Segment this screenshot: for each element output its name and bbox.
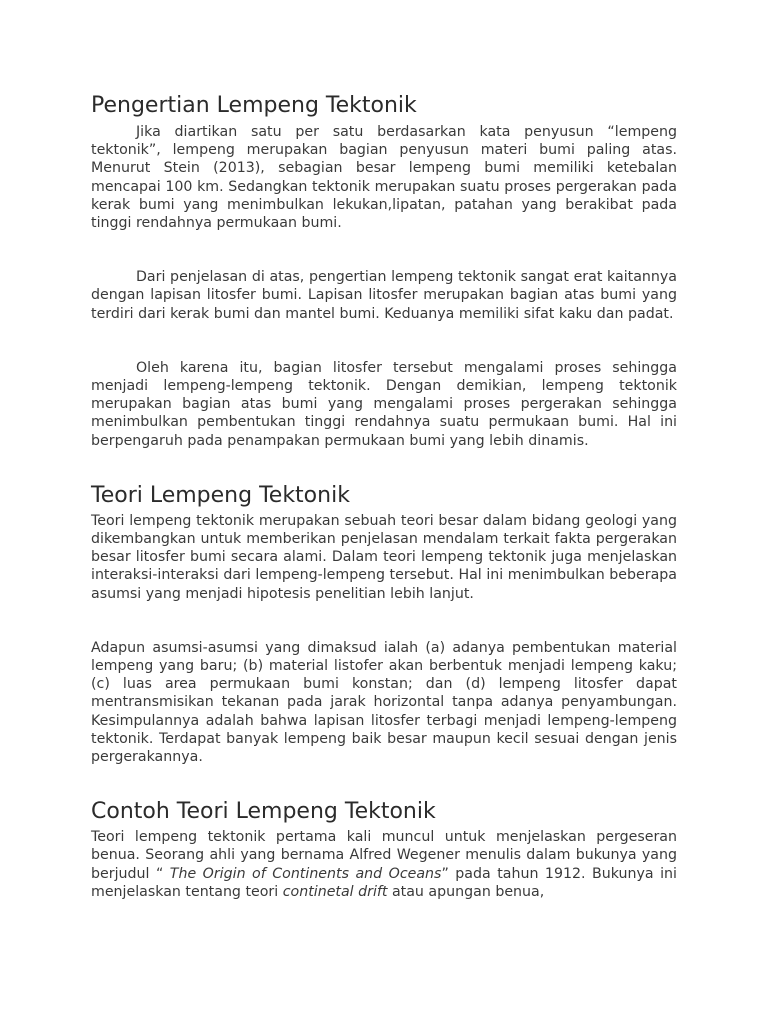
- paragraph: Adapun asumsi-asumsi yang dimaksud ialah (a) adanya pembentukan material lempeng yang baru; (b) material listofer akan berbentuk menjadi lempeng kaku; (c) luas area permukaan bumi konstan; dan (d) lempeng litosfer dapat mentransmisikan tekanan pada jarak horizontal tanpa adanya penyambungan. Kesimpulannya adalah bahwa lapisan litosfer terbagi menjadi lempeng-lempeng tektonik. Terdapat banyak lempeng baik besar maupun kecil sesuai dengan jenis pergerakannya.: [91, 639, 677, 766]
- paragraph-text: ” pada tahun 1912. Bukunya ini menjelaskan tentang teori: [91, 865, 677, 900]
- section-heading-teori: Teori Lempeng Tektonik: [91, 482, 350, 508]
- paragraph-text: Teori lempeng tektonik pertama kali muncul untuk menjelaskan pergeseran benua. Seorang ahli yang bernama Alfred Wegener menulis dalam bukunya yang berjudul “: [91, 829, 677, 882]
- book-title: The Origin of Continents and Oceans: [169, 865, 442, 882]
- paragraph: Oleh karena itu, bagian litosfer tersebut mengalami proses sehingga menjadi lempeng-lempeng tektonik. Dengan demikian, lempeng tektonik merupakan bagian atas bumi yang mengalami proses pergerakan sehingga menimbulkan pembentukan tinggi rendahnya suatu permukaan bumi. Hal ini berpengaruh pada penampakan permukaan bumi yang lebih dinamis.: [91, 359, 677, 449]
- paragraph: [91, 828, 677, 901]
- section-heading-pengertian: Pengertian Lempeng Tektonik: [91, 93, 417, 118]
- paragraph: Jika diartikan satu per satu berdasarkan kata penyusun “lempeng tektonik”, lempeng merupakan bagian penyusun materi bumi paling atas. Menurut Stein (2013), sebagian besar lempeng bumi memiliki ketebalan mencapai 100 km. Sedangkan tektonik merupakan suatu proses pergerakan pada kerak bumi yang menimbulkan lekukan,lipatan, patahan yang berakibat pada tinggi rendahnya permukaan bumi.: [91, 124, 677, 232]
- paragraph: Dari penjelasan di atas, pengertian lempeng tektonik sangat erat kaitannya dengan lapisan litosfer bumi. Lapisan litosfer merupakan bagian atas bumi yang terdiri dari kerak bumi dan mantel bumi. Keduanya memiliki sifat kaku dan padat.: [91, 269, 677, 322]
- document-page: [91, 90, 677, 901]
- paragraph: Teori lempeng tektonik merupakan sebuah teori besar dalam bidang geologi yang dikembangkan untuk memberikan penjelasan mendalam terkait fakta pergerakan besar litosfer bumi secara alami. Dalam teori lempeng tektonik juga menjelaskan interaksi-interaksi dari lempeng-lempeng tersebut. Hal ini menimbulkan beberapa asumsi yang menjadi hipotesis penelitian lebih lanjut.: [91, 512, 677, 602]
- term-italic: continetal drift: [282, 883, 388, 900]
- paragraph-text: atau apungan benua,: [387, 883, 545, 900]
- section-heading-contoh: Contoh Teori Lempeng Tektonik: [91, 799, 436, 825]
